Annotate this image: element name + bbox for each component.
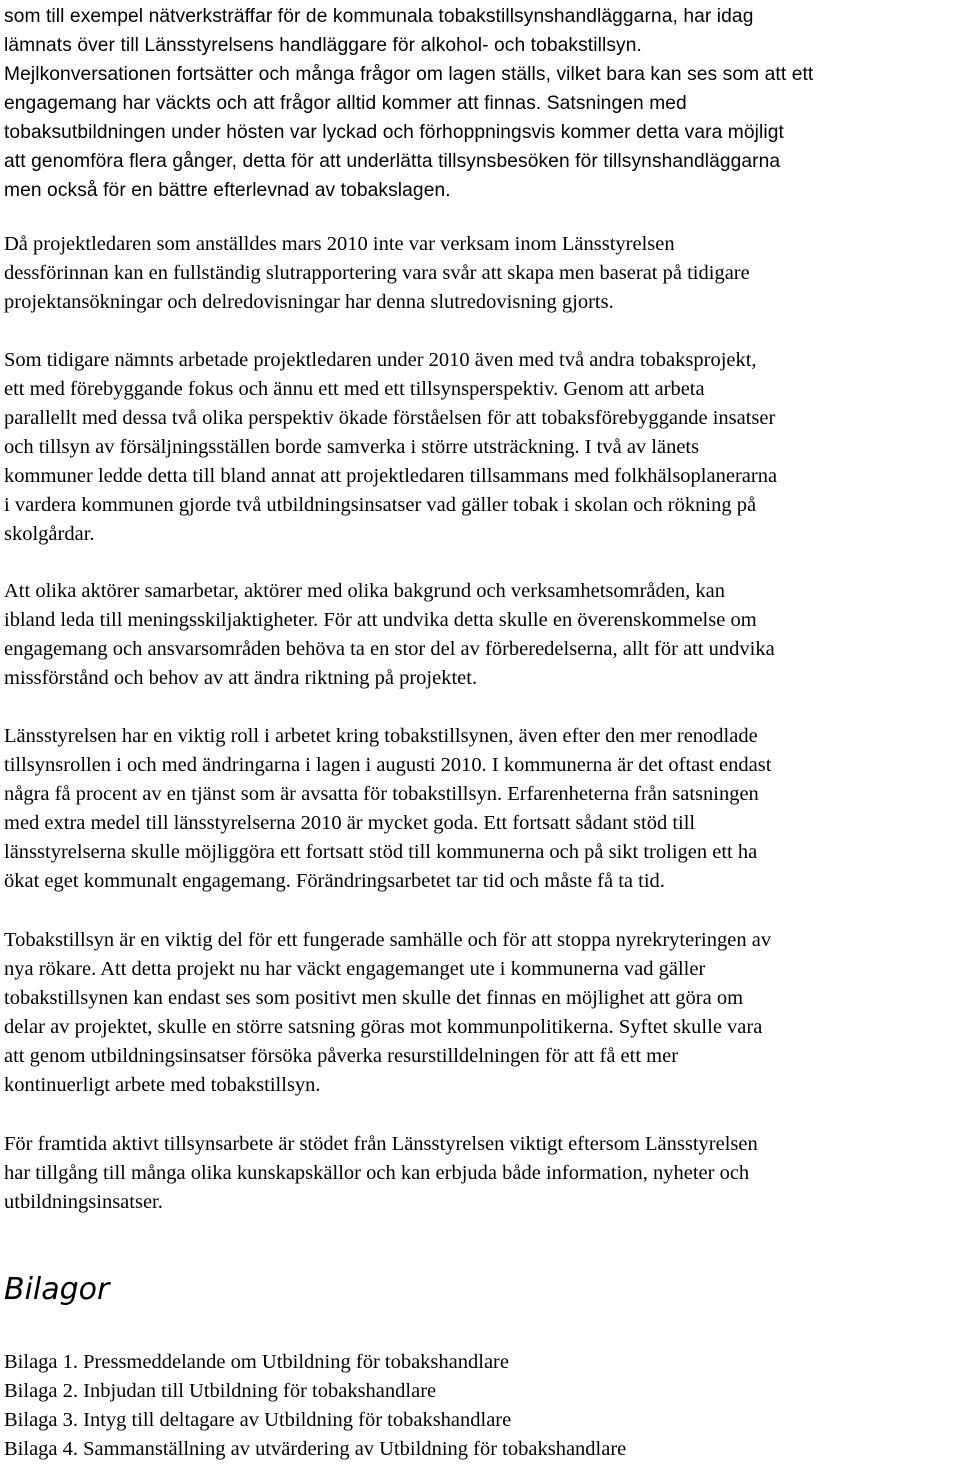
- text-line: [4, 346, 777, 375]
- text-segment: Mejlkonversationen fortsätter och många frågor om lagen ställs, vilket bara kan ses som att ett: [4, 64, 814, 85]
- paragraph: [4, 1130, 758, 1217]
- text-segment: Länsstyrelsen har en viktig roll i arbetet kring tobakstillsynen, även efter den mer renodlade: [4, 725, 758, 747]
- text-segment: länsstyrelserna skulle möjliggöra ett fortsatt stöd till kommunerna och på sikt troligen ett ha: [4, 841, 758, 863]
- text-line: [4, 147, 813, 176]
- bilaga-item: Bilaga 3. Intyg till deltagare av Utbildning för tobakshandlare: [4, 1409, 512, 1431]
- text-line: [4, 288, 750, 317]
- text-line: [4, 606, 775, 635]
- text-segment: men också för en bättre efterlevnad av tobakslagen.: [4, 180, 451, 201]
- text-line: [4, 1042, 771, 1071]
- text-line: [4, 635, 775, 664]
- text-segment: För framtida aktivt tillsynsarbete är stödet från Länsstyrelsen viktigt eftersom Länsstyrelsen: [4, 1133, 758, 1155]
- text-segment: missförstånd och behov av att ändra riktning på projektet.: [4, 667, 478, 689]
- text-segment: ökat eget kommunalt engagemang. Förändringsarbetet tar tid och måste få ta tid.: [4, 870, 665, 892]
- text-segment: dessförinnan kan en fullständig slutrapportering vara svår att skapa men baserat på tidigare: [4, 262, 750, 284]
- bilagor-heading: Bilagor: [4, 1272, 110, 1307]
- text-segment: och tillsyn av försäljningsställen borde samverka i större utsträckning. I två av länets: [4, 436, 700, 458]
- text-segment: projektansökningar och delredovisningar har denna slutredovisning gjorts.: [4, 291, 614, 313]
- text-line: [4, 2, 813, 31]
- text-segment: skolgårdar.: [4, 523, 95, 545]
- text-segment: lämnats över till Länsstyrelsens handläggare för alkohol- och tobakstillsyn.: [4, 35, 642, 56]
- text-segment: tobaksutbildningen under hösten var lyckad och förhoppningsvis kommer detta vara möjligt: [4, 122, 784, 143]
- text-line: [4, 955, 771, 984]
- text-line: [4, 780, 771, 809]
- bilaga-item: Bilaga 2. Inbjudan till Utbildning för tobakshandlare: [4, 1380, 437, 1402]
- text-line: [4, 1013, 771, 1042]
- text-segment: några få procent av en tjänst som är avsatta för tobakstillsyn. Erfarenheterna från satsningen: [4, 783, 759, 805]
- text-segment: engagemang har väckts och att frågor alltid kommer att finnas. Satsningen med: [4, 93, 687, 114]
- text-line: [4, 1071, 771, 1100]
- text-line: [4, 809, 771, 838]
- paragraph: [4, 926, 771, 1100]
- text-segment: ibland leda till meningsskiljaktigheter. För att undvika detta skulle en överenskommelse om: [4, 609, 757, 631]
- text-segment: kontinuerligt arbete med tobakstillsyn.: [4, 1074, 321, 1096]
- text-segment: att genom utbildningsinsatser försöka påverka resurstilldelningen för att få ett mer: [4, 1045, 679, 1067]
- text-segment: delar av projektet, skulle en större satsning göras mot kommunpolitikerna. Syftet skulle vara: [4, 1016, 763, 1038]
- text-segment: nya rökare. Att detta projekt nu har väckt engagemanget ute i kommunerna vad gäller: [4, 958, 706, 980]
- text-line: [4, 404, 777, 433]
- text-line: [4, 491, 777, 520]
- text-segment: Då projektledaren som anställdes mars 2010 inte var verksam inom Länsstyrelsen: [4, 233, 675, 255]
- text-line: [4, 433, 777, 462]
- paragraph: [4, 346, 777, 549]
- text-line: [4, 259, 750, 288]
- text-line: [4, 31, 813, 60]
- text-line: [4, 1130, 758, 1159]
- text-line: [4, 984, 771, 1013]
- paragraph: [4, 577, 775, 693]
- text-segment: Som tidigare nämnts arbetade projektledaren under 2010 även med två andra tobaksprojekt,: [4, 349, 757, 371]
- text-segment: i vardera kommunen gjorde två utbildningsinsatser vad gäller tobak i skolan och rökning på: [4, 494, 757, 516]
- text-line: [4, 60, 813, 89]
- text-segment: kommuner ledde detta till bland annat att projektledaren tillsammans med folkhälsoplanerarna: [4, 465, 778, 487]
- text-line: [4, 520, 777, 549]
- text-line: [4, 722, 771, 751]
- text-segment: Att olika aktörer samarbetar, aktörer med olika bakgrund och verksamhetsområden, kan: [4, 580, 725, 602]
- text-segment: tobakstillsynen kan endast ses som positivt men skulle det finnas en möjlighet att göra om: [4, 987, 744, 1009]
- text-line: [4, 230, 750, 259]
- text-line: [4, 838, 771, 867]
- text-line: [4, 462, 777, 491]
- text-segment: tillsynsrollen i och med ändringarna i lagen i augusti 2010. I kommunerna är det oftast endast: [4, 754, 772, 776]
- text-line: [4, 926, 771, 955]
- text-line: [4, 375, 777, 404]
- text-line: [4, 1159, 758, 1188]
- text-segment: har tillgång till många olika kunskapskällor och kan erbjuda både information, nyheter och: [4, 1162, 750, 1184]
- text-segment: som till exempel nätverksträffar för de kommunala tobakstillsynshandläggarna, har idag: [4, 6, 754, 27]
- text-line: [4, 664, 775, 693]
- text-segment: engagemang och ansvarsområden behöva ta en stor del av förberedelserna, allt för att undvika: [4, 638, 775, 660]
- text-line: [4, 577, 775, 606]
- text-line: [4, 751, 771, 780]
- paragraph: [4, 722, 771, 896]
- text-line: [4, 1188, 758, 1217]
- bilagor-list: [4, 1348, 626, 1464]
- text-line: [4, 118, 813, 147]
- text-line: [4, 867, 771, 896]
- bilaga-item: Bilaga 4. Sammanställning av utvärdering av Utbildning för tobakshandlare: [4, 1438, 627, 1460]
- text-line: [4, 89, 813, 118]
- text-segment: utbildningsinsatser.: [4, 1191, 163, 1213]
- text-segment: Tobakstillsyn är en viktig del för ett fungerade samhälle och för att stoppa nyrekryteringen av: [4, 929, 772, 951]
- text-segment: att genomföra flera gånger, detta för att underlätta tillsynsbesöken för tillsynshandläggarna: [4, 151, 781, 172]
- bilaga-item: Bilaga 1. Pressmeddelande om Utbildning för tobakshandlare: [4, 1351, 509, 1373]
- paragraph: [4, 2, 813, 205]
- text-segment: ett med förebyggande fokus och ännu ett med ett tillsynsperspektiv. Genom att arbeta: [4, 378, 705, 400]
- paragraph: [4, 230, 750, 317]
- text-line: [4, 176, 813, 205]
- text-segment: parallellt med dessa två olika perspektiv ökade förståelsen för att tobaksförebyggande insatser: [4, 407, 776, 429]
- text-segment: med extra medel till länsstyrelserna 2010 är mycket goda. Ett fortsatt sådant stöd till: [4, 812, 696, 834]
